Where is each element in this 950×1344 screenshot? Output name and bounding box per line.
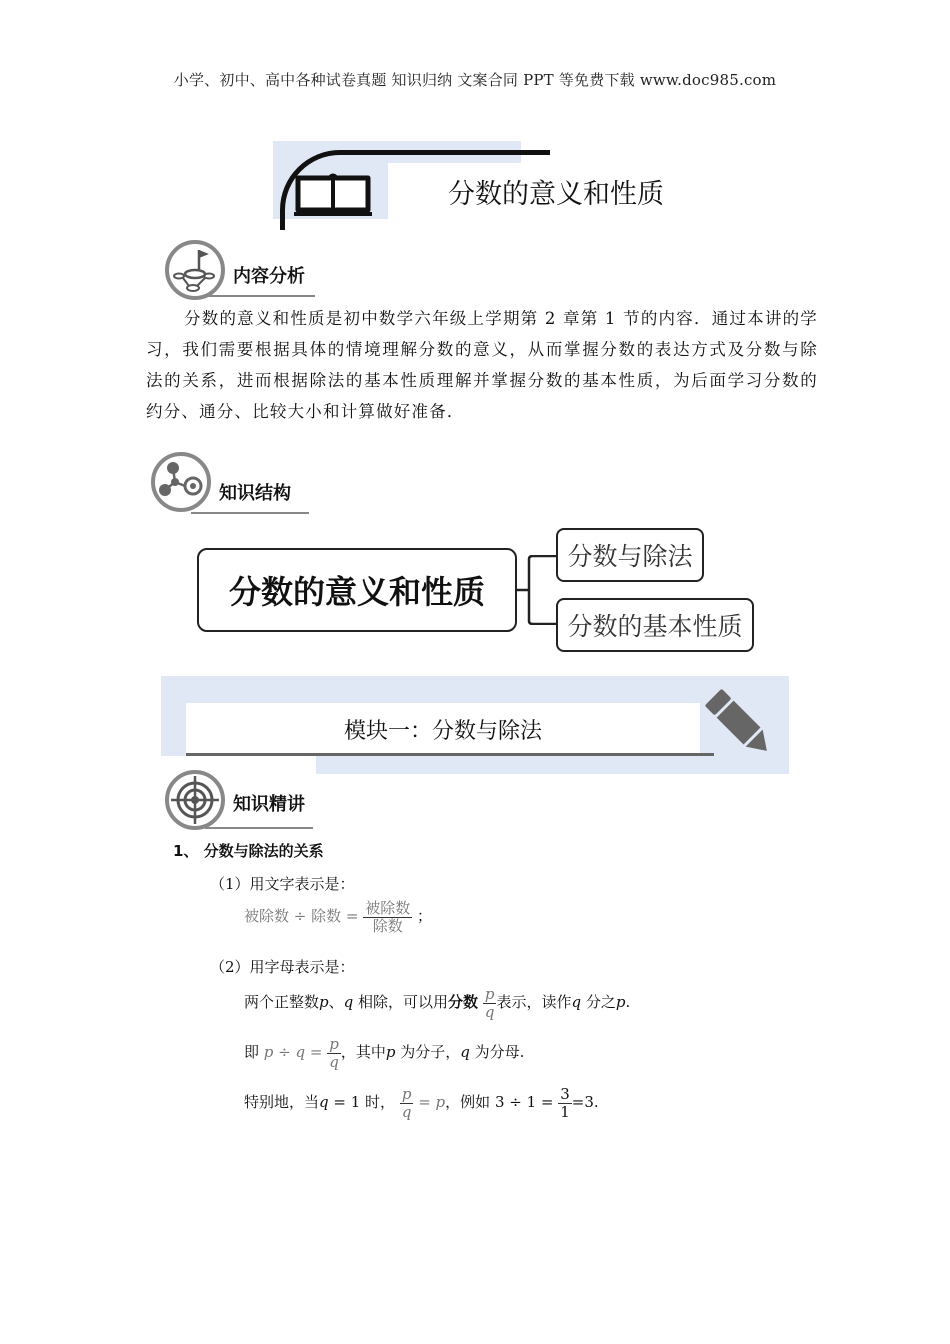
- formula-letters-line2: 即 p ÷ q = $\frac{p}{q}$ ，其中p 为分子，q 为分母.: [244, 1035, 525, 1071]
- module-title: 模块一：分数与除法: [186, 703, 700, 755]
- sub-label: （2）用字母表示是：: [210, 958, 355, 976]
- network-icon: [151, 452, 211, 512]
- target-icon: [165, 770, 225, 830]
- formula-letters-line1: 两个正整数p、q 相除，可以用分数 $\frac{p}{q}$ 表示，读作q 分之p.: [244, 985, 631, 1021]
- section-label: 知识精讲: [233, 794, 305, 815]
- fraction: $\frac{p}{q}$: [329, 1035, 339, 1071]
- section-label: 知识结构: [219, 483, 291, 504]
- mindmap-child: 分数与除法: [556, 528, 704, 582]
- intro-paragraph: 分数的意义和性质是初中数学六年级上学期第 2 章第 1 节的内容．通过本讲的学习，我们需要根据具体的情境理解分数的意义，从而掌握分数的表达方式及分数与除法的关系，进而根据除法的基本性质理解并掌握分数的基本性质，为后面学习分数的约分、通分、比较大小和计算做好准备．: [146, 309, 818, 421]
- mindmap-connector: [517, 555, 557, 625]
- section-label: 内容分析: [233, 266, 305, 287]
- sub-label: （1）用文字表示是：: [210, 875, 355, 893]
- book-icon: [292, 170, 374, 218]
- fraction: $\frac{3}{1}$: [560, 1085, 570, 1121]
- page-header: 小学、初中、高中各种试卷真题 知识归纳 文案合同 PPT 等免费下载 www.doc985.com: [173, 71, 777, 89]
- section-header-content-analysis: [165, 240, 335, 300]
- section-header-knowledge-structure: [151, 452, 321, 512]
- pencil-icon: [700, 684, 780, 762]
- fraction: $\frac{\text{被除数}}{\text{除数}}$: [365, 899, 411, 935]
- mindmap-child: 分数的基本性质: [556, 598, 754, 652]
- mindmap-root: 分数的意义和性质: [197, 548, 517, 632]
- formula-letters-line3: 特别地，当q = 1 时， $\frac{p}{q}$ = p，例如 3 ÷ 1 = $\frac{3}{1}$ =3.: [244, 1085, 599, 1121]
- formula-words: 被除数 ÷ 除数 = $\frac{\text{被除数}}{\text{除数}}$ ；: [244, 899, 433, 935]
- page-title: 分数的意义和性质: [448, 179, 664, 210]
- fraction: $\frac{p}{q}$: [401, 1085, 412, 1121]
- target-flag-icon: [165, 240, 225, 300]
- item-heading: 1、 分数与除法的关系: [173, 842, 324, 860]
- fraction: $\frac{p}{q}$: [484, 985, 495, 1021]
- section-header-knowledge-explain: [165, 770, 335, 830]
